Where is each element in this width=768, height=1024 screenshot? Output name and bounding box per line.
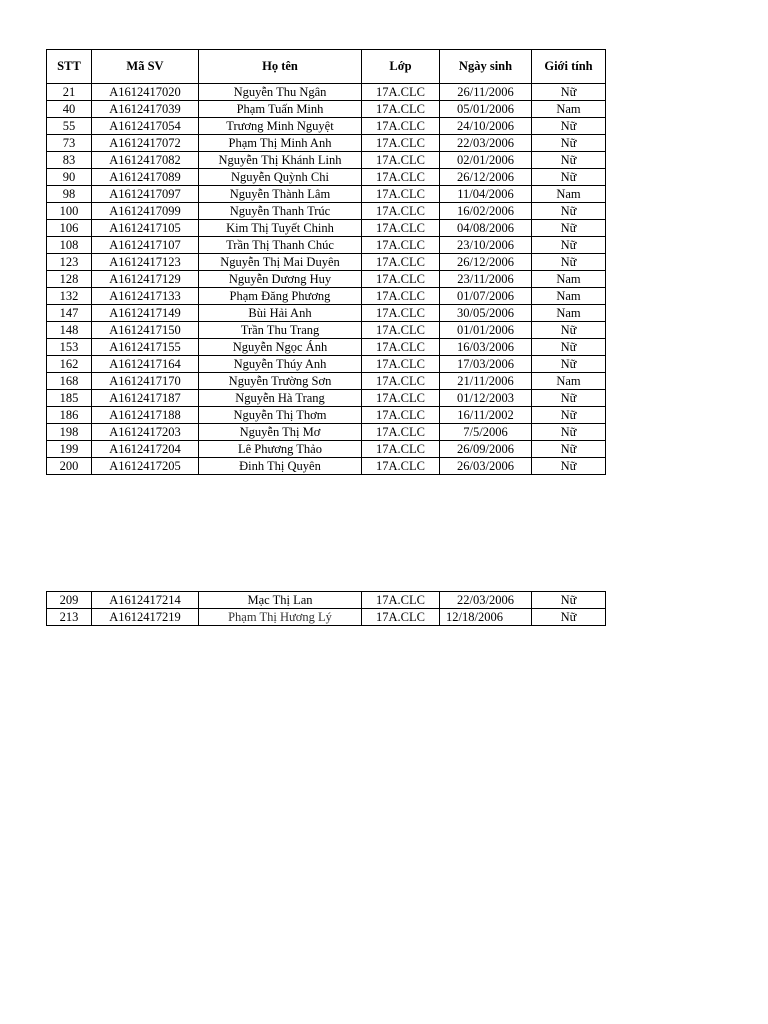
cell-student-id: A1612417105 bbox=[92, 220, 199, 237]
table-row bbox=[47, 288, 606, 305]
cell-gender: Nam bbox=[532, 373, 606, 390]
table-row bbox=[47, 373, 606, 390]
cell-gender: Nữ bbox=[532, 322, 606, 339]
cell-full-name: Nguyễn Thị Khánh Linh bbox=[199, 152, 362, 169]
header-birth-date: Ngày sinh bbox=[440, 50, 532, 84]
cell-full-name: Trần Thu Trang bbox=[199, 322, 362, 339]
table-row bbox=[47, 322, 606, 339]
cell-stt: 132 bbox=[47, 288, 92, 305]
cell-full-name: Nguyễn Thị Thơm bbox=[199, 407, 362, 424]
cell-stt: 100 bbox=[47, 203, 92, 220]
cell-full-name: Nguyễn Thanh Trúc bbox=[199, 203, 362, 220]
table-row bbox=[47, 220, 606, 237]
cell-stt: 128 bbox=[47, 271, 92, 288]
cell-full-name: Nguyễn Trường Sơn bbox=[199, 373, 362, 390]
cell-stt: 40 bbox=[47, 101, 92, 118]
cell-full-name: Nguyễn Thu Ngân bbox=[199, 84, 362, 101]
cell-student-id: A1612417089 bbox=[92, 169, 199, 186]
cell-class: 17A.CLC bbox=[362, 237, 440, 254]
header-row bbox=[47, 50, 606, 84]
cell-gender: Nam bbox=[532, 101, 606, 118]
cell-birth-date: 26/11/2006 bbox=[440, 84, 532, 101]
cell-birth-date: 16/02/2006 bbox=[440, 203, 532, 220]
cell-full-name: Nguyễn Thúy Anh bbox=[199, 356, 362, 373]
cell-stt: 209 bbox=[47, 592, 92, 609]
cell-birth-date: 26/09/2006 bbox=[440, 441, 532, 458]
cell-student-id: A1612417155 bbox=[92, 339, 199, 356]
cell-stt: 73 bbox=[47, 135, 92, 152]
table-row bbox=[47, 152, 606, 169]
cell-stt: 21 bbox=[47, 84, 92, 101]
table-row bbox=[47, 407, 606, 424]
table-row bbox=[47, 356, 606, 373]
cell-student-id: A1612417149 bbox=[92, 305, 199, 322]
cell-stt: 162 bbox=[47, 356, 92, 373]
cell-full-name: Phạm Thị Hương Lý bbox=[199, 609, 362, 626]
cell-gender: Nữ bbox=[532, 609, 606, 626]
cell-class: 17A.CLC bbox=[362, 609, 440, 626]
cell-full-name: Phạm Đăng Phương bbox=[199, 288, 362, 305]
cell-student-id: A1612417219 bbox=[92, 609, 199, 626]
cell-gender: Nữ bbox=[532, 390, 606, 407]
cell-student-id: A1612417164 bbox=[92, 356, 199, 373]
cell-gender: Nam bbox=[532, 186, 606, 203]
table-row bbox=[47, 84, 606, 101]
cell-student-id: A1612417123 bbox=[92, 254, 199, 271]
cell-full-name: Mạc Thị Lan bbox=[199, 592, 362, 609]
cell-birth-date: 17/03/2006 bbox=[440, 356, 532, 373]
cell-gender: Nữ bbox=[532, 237, 606, 254]
cell-gender: Nữ bbox=[532, 458, 606, 475]
table-row bbox=[47, 271, 606, 288]
cell-gender: Nữ bbox=[532, 84, 606, 101]
cell-class: 17A.CLC bbox=[362, 288, 440, 305]
cell-birth-date: 01/12/2003 bbox=[440, 390, 532, 407]
cell-stt: 185 bbox=[47, 390, 92, 407]
cell-full-name: Phạm Tuấn Minh bbox=[199, 101, 362, 118]
cell-class: 17A.CLC bbox=[362, 339, 440, 356]
cell-class: 17A.CLC bbox=[362, 135, 440, 152]
cell-full-name: Nguyễn Dương Huy bbox=[199, 271, 362, 288]
cell-class: 17A.CLC bbox=[362, 169, 440, 186]
cell-birth-date: 26/12/2006 bbox=[440, 254, 532, 271]
cell-birth-date: 26/12/2006 bbox=[440, 169, 532, 186]
cell-stt: 98 bbox=[47, 186, 92, 203]
cell-student-id: A1612417203 bbox=[92, 424, 199, 441]
cell-student-id: A1612417204 bbox=[92, 441, 199, 458]
table-row bbox=[47, 458, 606, 475]
cell-full-name: Trần Thị Thanh Chúc bbox=[199, 237, 362, 254]
table-row bbox=[47, 135, 606, 152]
student-table bbox=[46, 49, 606, 475]
cell-birth-date: 30/05/2006 bbox=[440, 305, 532, 322]
cell-student-id: A1612417205 bbox=[92, 458, 199, 475]
cell-birth-date: 22/03/2006 bbox=[440, 135, 532, 152]
cell-birth-date: 22/03/2006 bbox=[440, 592, 532, 609]
cell-full-name: Nguyễn Quỳnh Chi bbox=[199, 169, 362, 186]
cell-class: 17A.CLC bbox=[362, 84, 440, 101]
student-table-continued-body bbox=[47, 592, 606, 626]
cell-class: 17A.CLC bbox=[362, 424, 440, 441]
cell-birth-date: 23/11/2006 bbox=[440, 271, 532, 288]
cell-class: 17A.CLC bbox=[362, 118, 440, 135]
table-row bbox=[47, 390, 606, 407]
cell-gender: Nữ bbox=[532, 441, 606, 458]
cell-full-name: Trương Minh Nguyệt bbox=[199, 118, 362, 135]
student-table-continued bbox=[46, 591, 606, 626]
cell-student-id: A1612417082 bbox=[92, 152, 199, 169]
cell-class: 17A.CLC bbox=[362, 441, 440, 458]
cell-student-id: A1612417188 bbox=[92, 407, 199, 424]
cell-student-id: A1612417099 bbox=[92, 203, 199, 220]
table-row bbox=[47, 118, 606, 135]
cell-birth-date: 16/03/2006 bbox=[440, 339, 532, 356]
cell-birth-date: 23/10/2006 bbox=[440, 237, 532, 254]
cell-gender: Nữ bbox=[532, 152, 606, 169]
cell-gender: Nữ bbox=[532, 407, 606, 424]
header-stt: STT bbox=[47, 50, 92, 84]
cell-gender: Nữ bbox=[532, 339, 606, 356]
cell-class: 17A.CLC bbox=[362, 390, 440, 407]
cell-birth-date: 01/01/2006 bbox=[440, 322, 532, 339]
cell-birth-date: 01/07/2006 bbox=[440, 288, 532, 305]
cell-class: 17A.CLC bbox=[362, 186, 440, 203]
cell-birth-date: 12/18/2006 bbox=[440, 609, 532, 626]
table-row bbox=[47, 237, 606, 254]
cell-birth-date: 11/04/2006 bbox=[440, 186, 532, 203]
cell-stt: 106 bbox=[47, 220, 92, 237]
cell-student-id: A1612417133 bbox=[92, 288, 199, 305]
header-gender: Giới tính bbox=[532, 50, 606, 84]
cell-student-id: A1612417054 bbox=[92, 118, 199, 135]
cell-stt: 148 bbox=[47, 322, 92, 339]
table-row bbox=[47, 339, 606, 356]
cell-gender: Nữ bbox=[532, 220, 606, 237]
cell-gender: Nữ bbox=[532, 203, 606, 220]
table-row bbox=[47, 424, 606, 441]
cell-student-id: A1612417170 bbox=[92, 373, 199, 390]
cell-full-name: Phạm Thị Minh Anh bbox=[199, 135, 362, 152]
table-row bbox=[47, 169, 606, 186]
table-row bbox=[47, 609, 606, 626]
cell-class: 17A.CLC bbox=[362, 271, 440, 288]
cell-student-id: A1612417039 bbox=[92, 101, 199, 118]
cell-full-name: Nguyễn Ngọc Ánh bbox=[199, 339, 362, 356]
cell-stt: 83 bbox=[47, 152, 92, 169]
cell-student-id: A1612417107 bbox=[92, 237, 199, 254]
cell-birth-date: 05/01/2006 bbox=[440, 101, 532, 118]
cell-class: 17A.CLC bbox=[362, 203, 440, 220]
cell-stt: 147 bbox=[47, 305, 92, 322]
cell-gender: Nữ bbox=[532, 169, 606, 186]
cell-full-name: Lê Phương Thảo bbox=[199, 441, 362, 458]
cell-class: 17A.CLC bbox=[362, 356, 440, 373]
cell-gender: Nữ bbox=[532, 592, 606, 609]
cell-gender: Nữ bbox=[532, 135, 606, 152]
cell-stt: 108 bbox=[47, 237, 92, 254]
table-row bbox=[47, 441, 606, 458]
cell-birth-date: 02/01/2006 bbox=[440, 152, 532, 169]
cell-gender: Nữ bbox=[532, 356, 606, 373]
cell-student-id: A1612417150 bbox=[92, 322, 199, 339]
cell-stt: 123 bbox=[47, 254, 92, 271]
cell-full-name: Nguyễn Thị Mai Duyên bbox=[199, 254, 362, 271]
cell-class: 17A.CLC bbox=[362, 220, 440, 237]
table-row bbox=[47, 305, 606, 322]
cell-gender: Nam bbox=[532, 305, 606, 322]
cell-gender: Nữ bbox=[532, 424, 606, 441]
cell-class: 17A.CLC bbox=[362, 373, 440, 390]
cell-class: 17A.CLC bbox=[362, 322, 440, 339]
cell-full-name: Bùi Hải Anh bbox=[199, 305, 362, 322]
cell-student-id: A1612417187 bbox=[92, 390, 199, 407]
cell-birth-date: 16/11/2002 bbox=[440, 407, 532, 424]
cell-stt: 153 bbox=[47, 339, 92, 356]
table-row bbox=[47, 203, 606, 220]
cell-full-name: Nguyễn Thị Mơ bbox=[199, 424, 362, 441]
cell-student-id: A1612417020 bbox=[92, 84, 199, 101]
cell-birth-date: 7/5/2006 bbox=[440, 424, 532, 441]
cell-full-name: Đinh Thị Quyên bbox=[199, 458, 362, 475]
cell-student-id: A1612417129 bbox=[92, 271, 199, 288]
cell-class: 17A.CLC bbox=[362, 305, 440, 322]
header-class: Lớp bbox=[362, 50, 440, 84]
cell-stt: 213 bbox=[47, 609, 92, 626]
cell-full-name: Kim Thị Tuyết Chinh bbox=[199, 220, 362, 237]
header-full-name: Họ tên bbox=[199, 50, 362, 84]
cell-stt: 198 bbox=[47, 424, 92, 441]
cell-class: 17A.CLC bbox=[362, 101, 440, 118]
cell-gender: Nam bbox=[532, 288, 606, 305]
cell-stt: 186 bbox=[47, 407, 92, 424]
cell-class: 17A.CLC bbox=[362, 254, 440, 271]
cell-stt: 199 bbox=[47, 441, 92, 458]
cell-class: 17A.CLC bbox=[362, 407, 440, 424]
cell-class: 17A.CLC bbox=[362, 592, 440, 609]
cell-full-name: Nguyễn Hà Trang bbox=[199, 390, 362, 407]
cell-full-name: Nguyễn Thành Lâm bbox=[199, 186, 362, 203]
table-row bbox=[47, 254, 606, 271]
cell-class: 17A.CLC bbox=[362, 152, 440, 169]
cell-birth-date: 26/03/2006 bbox=[440, 458, 532, 475]
cell-gender: Nữ bbox=[532, 254, 606, 271]
cell-birth-date: 04/08/2006 bbox=[440, 220, 532, 237]
cell-gender: Nam bbox=[532, 271, 606, 288]
header-student-id: Mã SV bbox=[92, 50, 199, 84]
cell-student-id: A1612417097 bbox=[92, 186, 199, 203]
table-row bbox=[47, 592, 606, 609]
cell-birth-date: 21/11/2006 bbox=[440, 373, 532, 390]
cell-student-id: A1612417072 bbox=[92, 135, 199, 152]
cell-birth-date: 24/10/2006 bbox=[440, 118, 532, 135]
cell-gender: Nữ bbox=[532, 118, 606, 135]
cell-stt: 168 bbox=[47, 373, 92, 390]
cell-stt: 55 bbox=[47, 118, 92, 135]
table-row bbox=[47, 101, 606, 118]
cell-stt: 200 bbox=[47, 458, 92, 475]
cell-stt: 90 bbox=[47, 169, 92, 186]
cell-class: 17A.CLC bbox=[362, 458, 440, 475]
student-table-body bbox=[47, 84, 606, 475]
table-row bbox=[47, 186, 606, 203]
cell-student-id: A1612417214 bbox=[92, 592, 199, 609]
